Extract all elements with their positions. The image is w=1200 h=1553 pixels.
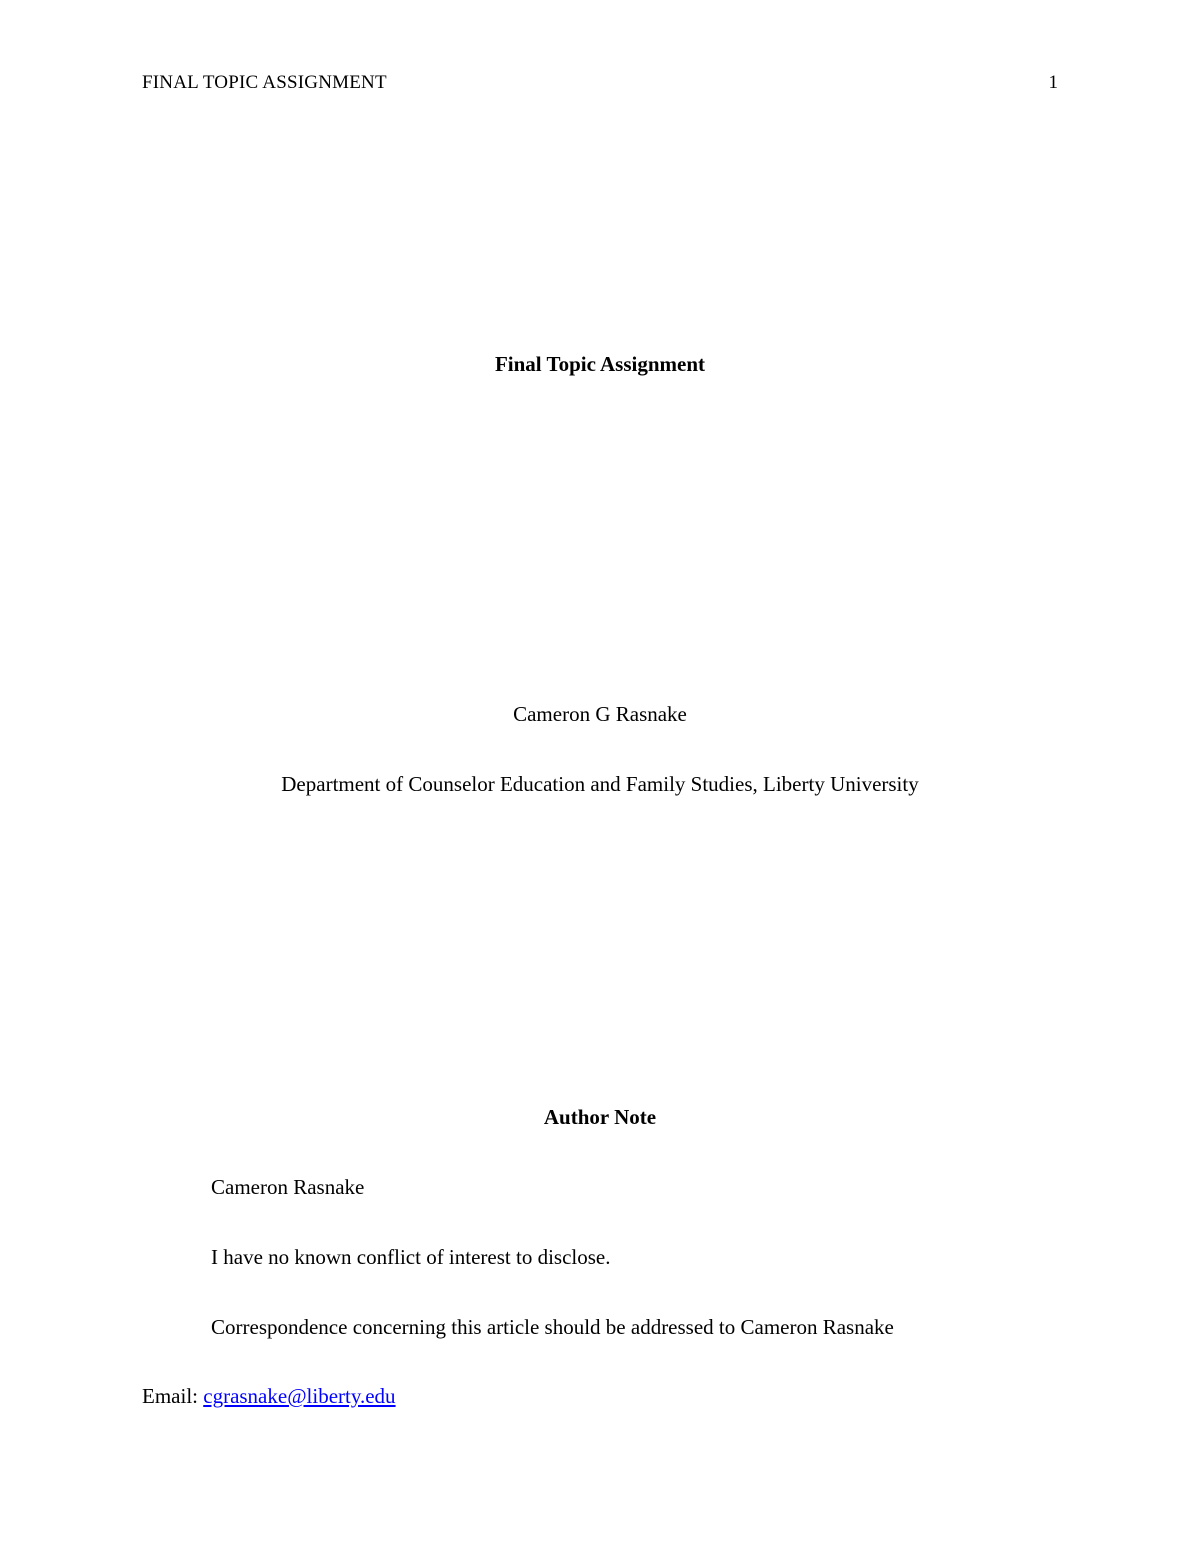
paper-title: Final Topic Assignment (494, 352, 706, 376)
page-number: 1 (1048, 72, 1058, 93)
email-link[interactable]: cgrasnake@liberty.edu (203, 1384, 396, 1408)
email-line (142, 1384, 396, 1409)
author-affiliation: Department of Counselor Education and Family Studies, Liberty University (281, 772, 919, 796)
email-label: Email: (142, 1384, 204, 1408)
running-head: FINAL TOPIC ASSIGNMENT (142, 72, 387, 93)
author-note-heading: Author Note (543, 1105, 657, 1129)
author-name: Cameron G Rasnake (513, 702, 687, 726)
conflict-of-interest-statement: I have no known conflict of interest to disclose. (211, 1245, 611, 1269)
correspondence-statement: Correspondence concerning this article should be addressed to Cameron Rasnake (211, 1315, 894, 1339)
author-note-name: Cameron Rasnake (211, 1175, 365, 1199)
